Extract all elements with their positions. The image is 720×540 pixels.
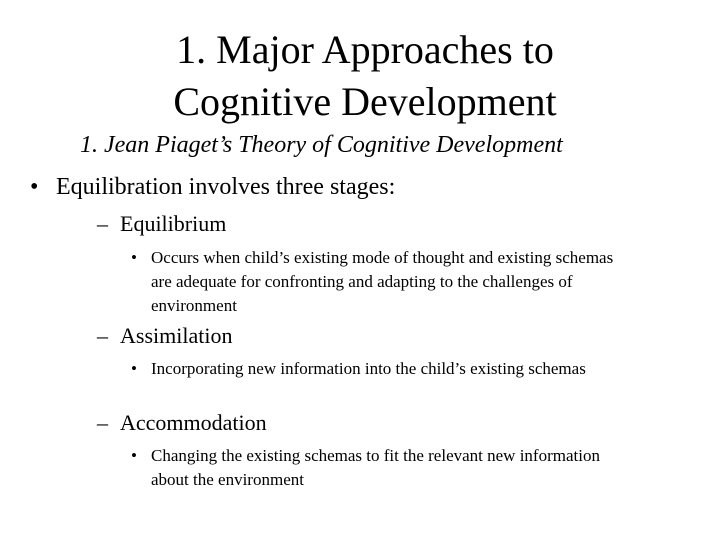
bullet-marker: • (131, 359, 137, 378)
slide-title (60, 24, 670, 128)
stage-item-equilibrium (97, 211, 226, 237)
stage-detail-equilibrium (131, 246, 631, 318)
bullet-marker: • (30, 174, 39, 200)
stage-detail-assimilation (131, 357, 631, 381)
stage-name: Accommodation (120, 410, 267, 435)
bullet-marker: • (131, 446, 137, 465)
stage-detail-text: Occurs when child’s existing mode of thought and existing schemas are adequate for confronting and adapting to the challenges of environment (151, 248, 614, 315)
intro-text: Equilibration involves three stages: (56, 174, 396, 200)
slide-title-line-2: Cognitive Development (173, 79, 557, 124)
stage-item-assimilation (97, 323, 232, 349)
dash-marker: – (97, 410, 108, 435)
stage-name: Assimilation (120, 323, 233, 348)
bullet-marker: • (131, 248, 137, 267)
stage-detail-text: Incorporating new information into the child’s existing schemas (151, 359, 586, 378)
stage-name: Equilibrium (120, 211, 227, 236)
dash-marker: – (97, 323, 108, 348)
slide-subtitle: 1. Jean Piaget’s Theory of Cognitive Development (80, 132, 563, 158)
dash-marker: – (97, 211, 108, 236)
stage-item-accommodation (97, 410, 267, 436)
stage-detail-text: Changing the existing schemas to fit the relevant new information about the environment (151, 446, 600, 489)
slide-title-line-1: 1. Major Approaches to (176, 27, 554, 72)
intro-bullet (30, 174, 395, 201)
stage-detail-accommodation (131, 444, 631, 492)
